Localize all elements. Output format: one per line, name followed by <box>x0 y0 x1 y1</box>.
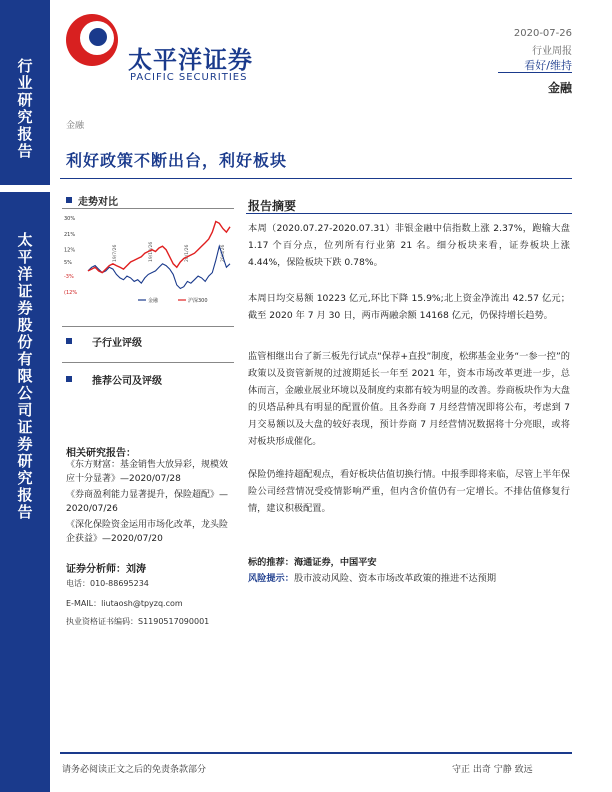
summary-paragraph-2: 本周日均交易额 10223 亿元,环比下降 15.9%;北上资金净流出 42.57 亿元；截至 2020 年 7 月 30 日，两市两融余额 14168 亿元，仍保持增长趋势。 <box>248 293 570 321</box>
x-tick-label: 20/1/26 <box>185 244 190 262</box>
report-date: 2020-07-26 <box>513 28 572 39</box>
footer-divider <box>60 752 572 754</box>
page-title: 利好政策不断出台，利好板块 <box>66 151 288 170</box>
industry-rating: 看好/维持 <box>524 59 572 72</box>
y-tick-label: 5% <box>64 260 72 267</box>
target-label: 标的推荐： <box>248 557 294 568</box>
sub-rating-heading: 子行业评级 <box>92 338 142 349</box>
section-marker-icon <box>66 376 72 382</box>
summary-heading: 报告摘要 <box>248 199 297 213</box>
risk-warning <box>248 570 570 587</box>
target-value: 海通证券，中国平安 <box>293 557 377 568</box>
analyst-cert: 执业资格证书编码：S1190517090001 <box>66 617 210 626</box>
summary-paragraph-1: 本周（2020.07.27-2020.07.31）非银金融中信指数上涨 2.37%，跑输大盘 1.17 个百分点，位列所有行业第 21 名。细分板块来看，证券板块上涨 4.44%，保险板块下跌 0.78%。 <box>248 223 570 268</box>
y-tick-label: (12% <box>64 290 78 296</box>
footer-motto: 守正 出奇 宁静 致远 <box>452 765 533 775</box>
brand-name-en: PACIFIC SECURITIES <box>130 72 248 83</box>
y-tick-label: -3% <box>64 274 74 281</box>
summary-divider <box>246 213 572 214</box>
title-divider <box>60 178 572 179</box>
report-type: 行业周报 <box>532 46 572 57</box>
target-recommendation <box>248 554 570 571</box>
industry-name: 金融 <box>547 81 572 95</box>
summary-paragraph-3: 监管相继出台了新三板先行试点“保荐+直投”制度，松绑基金业务“一参一控”的政策以及资管新规的过渡期延长一年至 2021 年，资本市场改革更进一步，总体而言，金融业展业环境以及制度约束都有较为明显的改善。券商板块作为大盘的贝塔品种具有明显的配置价值。且各券商 7 月经营情况即将公布，考虑到 7 月交易额以及大盘的较好表现，预计券商 7 月经营情况数据将十分亮眼，或将对板块形成催化。 <box>248 351 570 447</box>
brand-name-cn: 太平洋证券 <box>128 46 253 74</box>
trend-heading: 走势对比 <box>78 197 118 208</box>
risk-label: 风险提示： <box>248 573 294 584</box>
series-line-1 <box>88 222 230 273</box>
x-tick-label: 20/4/26 <box>221 244 226 262</box>
header-divider <box>498 72 572 73</box>
legend-label: 沪深300 <box>188 298 208 304</box>
recommend-divider <box>62 362 234 363</box>
related-report-1: 《东方财富：基金销售大放异彩，规模效应十分显著》—2020/07/28 <box>66 460 229 484</box>
analyst-name: 证券分析师：刘涛 <box>66 564 146 575</box>
sidebar-bottom-label: 太 平 洋 证 券 股 份 有 限 公 司 证 券 研 究 报 告 <box>17 231 33 521</box>
sidebar-top-label: 行 业 研 究 报 告 <box>17 57 33 160</box>
y-tick-label: 30% <box>64 216 76 222</box>
section-marker-icon <box>66 197 72 203</box>
related-heading: 相关研究报告： <box>66 448 136 459</box>
series-line-0 <box>88 246 230 288</box>
x-tick-label: 19/7/26 <box>113 244 118 262</box>
section-marker-icon <box>66 338 72 344</box>
rating-divider <box>62 326 234 327</box>
analyst-phone: 电话：010-88695234 <box>66 579 149 588</box>
summary-paragraph-4: 保险仍维持超配观点，看好板块估值切换行情。中报季即将来临，尽管上半年保险公司经营情况受疫情影响严重，但内含价值仍有一定增长。不排估值修复行情，建议积极配置。 <box>248 469 570 514</box>
recommend-heading: 推荐公司及评级 <box>92 376 162 387</box>
y-tick-label: 12% <box>64 247 76 254</box>
trend-divider <box>62 208 234 209</box>
sidebar-gap <box>0 185 50 192</box>
related-report-3: 《深化保险资金运用市场化改革，龙头险企获益》—2020/07/20 <box>66 520 229 544</box>
x-tick-label: 19/10/26 <box>149 241 154 262</box>
trend-chart <box>62 212 234 304</box>
analyst-email: E-MAIL：liutaosh@tpyzq.com <box>66 599 183 608</box>
footer-disclaimer: 请务必阅读正文之后的免责条款部分 <box>62 765 207 775</box>
industry-tag: 金融 <box>66 121 85 131</box>
legend-label: 金融 <box>148 298 159 304</box>
y-tick-label: 21% <box>64 231 76 238</box>
pacific-logo-icon <box>64 12 120 68</box>
risk-value: 股市波动风险、资本市场改革政策的推进不达预期 <box>293 573 497 584</box>
related-report-2: 《券商盈利能力显著提升，保险超配》—2020/07/26 <box>66 490 229 514</box>
